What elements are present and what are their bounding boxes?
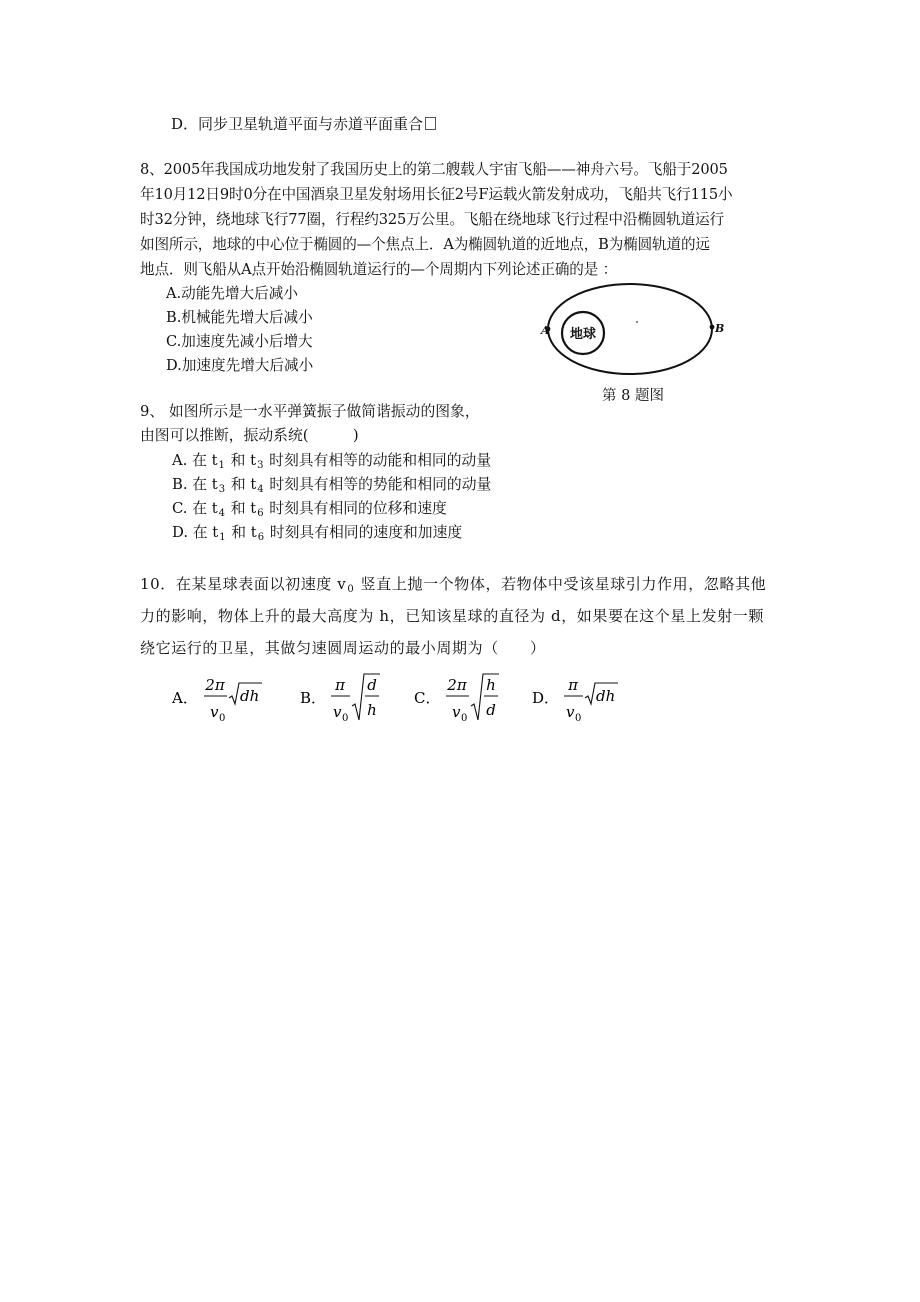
q10-option-c-formula xyxy=(414,670,514,730)
q10-option-d-label: D． xyxy=(532,689,560,707)
q8-option-d: D.加速度先增大后减小 xyxy=(166,357,314,374)
q10-option-b-formula xyxy=(300,670,390,730)
earth-label: 地球 xyxy=(569,327,597,342)
q9-option-c-mid: 和 t xyxy=(226,500,257,517)
q10-line-1-b: 竖直上抛一个物体，若物体中受该星球引力作用，忽略其他 xyxy=(355,575,767,593)
q10-option-c-den-sub: 0 xyxy=(461,713,468,724)
q10-option-c-label: C． xyxy=(414,689,441,707)
q10-option-c-denominator: v xyxy=(452,703,461,721)
q7-option-d xyxy=(171,114,436,134)
q9-option-a-prefix: A. 在 t xyxy=(172,452,218,469)
q10-option-a-numerator: 2π xyxy=(205,676,225,694)
q10-option-c-numerator: 2π xyxy=(447,676,467,694)
q10-option-a-radicand: dh xyxy=(240,687,260,705)
q9-option-d-mid: 和 t xyxy=(226,524,257,541)
q8-option-a: A.动能先增大后减小 xyxy=(166,285,298,302)
q10-option-d-denominator: v xyxy=(566,703,575,721)
q10-option-a-denominator: v xyxy=(210,703,219,721)
focus-dot xyxy=(636,321,638,323)
q8-line-1: 8、2005年我国成功地发射了我国历史上的第二艘载人宇宙飞船——神舟六号。飞船于2005 xyxy=(140,161,728,178)
q9-option-b-sub2: 4 xyxy=(257,484,264,495)
q9-option-a-sub1: 1 xyxy=(218,460,225,471)
q10-option-d xyxy=(532,670,632,730)
q10-option-b-denominator: v xyxy=(333,703,342,721)
q10-option-a xyxy=(172,670,272,730)
q10-option-d-formula xyxy=(532,670,632,730)
point-a-label: A xyxy=(541,324,550,337)
missing-glyph-box xyxy=(425,117,436,130)
q9-option-c-prefix: C. 在 t xyxy=(172,500,218,517)
q9-option-d-sub1: 1 xyxy=(219,532,226,543)
q10-option-b-radicand-num: d xyxy=(367,676,377,694)
q10-option-b-den-sub: 0 xyxy=(342,713,349,724)
q9-option-b-mid: 和 t xyxy=(226,476,257,493)
q9-line-2: 由图可以推断，振动系统( ) xyxy=(140,427,359,444)
q8-line-5: 地点．则飞船从A点开始沿椭圆轨道运行的—个周期内下列论述正确的是 ： xyxy=(140,261,618,278)
q10-option-c xyxy=(414,670,514,730)
q9-option-a-sub2: 3 xyxy=(257,460,264,471)
q10-option-a-formula xyxy=(172,670,272,730)
q9-option-d-suffix: 时刻具有相同的速度和加速度 xyxy=(265,524,463,541)
q7-option-d-text: D．同步卫星轨道平面与赤道平面重合 xyxy=(171,115,424,133)
q10-line-1-sub: 0 xyxy=(347,584,355,595)
q10-option-c-radicand-num: h xyxy=(486,676,496,694)
q10-option-d-numerator: π xyxy=(568,676,578,694)
q10-line-3: 绕它运行的卫星，其做匀速圆周运动的最小周期为（ ） xyxy=(140,639,546,657)
q9-option-d-prefix: D. 在 t xyxy=(172,524,219,541)
q9-option-b xyxy=(172,475,491,500)
q9-option-d-sub2: 6 xyxy=(257,532,265,543)
q9-option-c xyxy=(172,499,447,524)
q9-option-c-sub2: 6 xyxy=(257,508,264,519)
q9-option-b-prefix: B. 在 t xyxy=(172,476,218,493)
q8-option-b: B.机械能先增大后减小 xyxy=(166,309,313,326)
q10-option-b-radicand-den: h xyxy=(367,701,377,719)
q8-line-4: 如图所示，地球的中心位于椭圆的—个焦点上．A为椭圆轨道的近地点，B为椭圆轨道的远 xyxy=(140,236,710,253)
q10-option-c-radicand-den: d xyxy=(486,701,496,719)
q10-line-1 xyxy=(140,574,766,600)
q10-option-b-numerator: π xyxy=(335,676,345,694)
point-b-dot xyxy=(710,325,715,330)
q9-option-a-suffix: 时刻具有相等的动能和相同的动量 xyxy=(264,452,492,469)
q9-option-d xyxy=(172,523,462,548)
q8-line-2: 年10月12日9时0分在中国酒泉卫星发射场用长征2号F运载火箭发射成功，飞船共飞行115小 xyxy=(140,186,733,203)
point-b-label: B xyxy=(715,322,725,335)
q9-option-a xyxy=(172,451,491,476)
q9-option-b-suffix: 时刻具有相等的势能和相同的动量 xyxy=(264,476,492,493)
q8-option-c: C.加速度先减小后增大 xyxy=(166,333,313,350)
q9-line-1: 9、 如图所示是一水平弹簧振子做简谐振动的图象， xyxy=(140,403,480,420)
q10-option-a-label: A． xyxy=(172,689,198,707)
q9-option-c-sub1: 4 xyxy=(218,508,226,519)
figure-caption: 第 8 题图 xyxy=(602,388,664,404)
q10-option-b xyxy=(300,670,390,730)
q8-line-3: 时32分钟，绕地球飞行77圈，行程约325万公里。飞船在绕地球飞行过程中沿椭圆轨道运行 xyxy=(140,211,724,228)
q10-option-d-radicand: dh xyxy=(596,687,616,705)
orbit-figure xyxy=(538,278,725,380)
q10-option-d-den-sub: 0 xyxy=(575,713,582,724)
q9-option-c-suffix: 时刻具有相同的位移和速度 xyxy=(264,500,447,517)
q9-option-b-sub1: 3 xyxy=(218,484,226,495)
q10-option-a-den-sub: 0 xyxy=(219,713,226,724)
q10-line-2: 力的影响，物体上升的最大高度为 h，已知该星球的直径为 d，如果要在这个星上发射一颗 xyxy=(140,607,765,625)
q9-option-a-mid: 和 t xyxy=(225,452,257,469)
q10-line-1-a: 10．在某星球表面以初速度 v xyxy=(140,575,347,593)
q10-option-b-label: B． xyxy=(300,689,327,707)
